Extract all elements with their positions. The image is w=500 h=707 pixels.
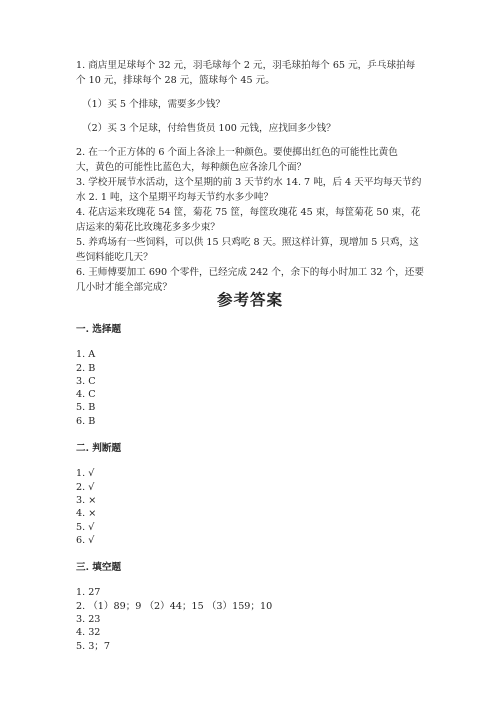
answer-item: 3. 23 [76,614,101,626]
answer-key-title: 参考答案 [216,290,283,309]
problem-2-line-2: 大，黄色的可能性比蓝色大，每种颜色应各涂几个面？ [76,162,307,173]
answer-item: 5. B [76,402,96,414]
answer-item: 1. √ [76,468,95,480]
answer-item: 5. 3；7 [76,640,111,652]
problem-1-line-1: 1. 商店里足球每个 32 元，羽毛球每个 2 元，羽毛球拍每个 65 元，乒乓球拍每 [76,60,416,71]
answer-item: 6. B [76,415,96,427]
section-judge [76,442,376,547]
answer-item: 2. B [76,362,96,374]
section-heading: 三. 填空题 [76,562,122,574]
answer-item: 6. √ [76,534,95,546]
problem-3-line-1: 3. 学校开展节水活动，这个星期的前 3 天节约水 14. 7 吨，后 4 天平均每天节约 [76,177,422,188]
problem-4-line-2: 店运来的菊花比玫瑰花多多少束？ [76,222,220,233]
answer-item: 1. 27 [76,587,101,599]
problem-4-line-1: 4. 花店运来玫瑰花 54 筐，菊花 75 筐，每筐玫瑰花 45 束，每筐菊花 50 束，花 [76,207,421,218]
problem-1-sub-2: （2）买 3 个足球，付给售货员 100 元钱，应找回多少钱？ [82,123,336,134]
section-fill [76,561,376,653]
word-problems [76,58,428,295]
problem-6-line-2: 几小时才能全部完成？ [76,282,172,293]
problem-1-sub-1: （1）买 5 个排球，需要多少钱？ [82,99,226,110]
answer-key [76,323,376,667]
problem-2-line-1: 2. 在一个正方体的 6 个面上各涂上一种颜色。要使掷出红色的可能性比黄色 [76,147,398,158]
section-heading: 一. 选择题 [76,324,122,335]
answer-item: 4. C [76,389,96,401]
answer-item: 3. × [76,494,97,506]
section-choice [76,323,376,428]
answer-item: 2. （1）89；9 （2）44；15 （3）159；10 [76,600,273,612]
problem-6-line-1: 6. 王师傅要加工 690 个零件，已经完成 242 个，余下的每小时加工 32 个，还要 [76,267,424,278]
problem-3-line-2: 水 2. 1 吨，这个星期平均每天节约水多少吨？ [76,192,274,203]
problem-1-line-2: 个 10 元，排球每个 28 元，篮球每个 45 元。 [76,75,275,86]
answer-item: 4. × [76,508,97,520]
section-heading: 二. 判断题 [76,443,122,455]
problem-5-line-1: 5. 养鸡场有一些饲料，可以供 15 只鸡吃 8 天。照这样计算，现增加 5 只鸡，这 [76,237,419,248]
answer-item: 5. √ [76,521,95,533]
answer-item: 4. 32 [76,627,101,639]
answer-item: 3. C [76,375,96,387]
answer-item: 2. √ [76,481,95,493]
answer-item: 1. A [76,349,96,361]
problem-5-line-2: 些饲料能吃几天？ [76,252,153,263]
